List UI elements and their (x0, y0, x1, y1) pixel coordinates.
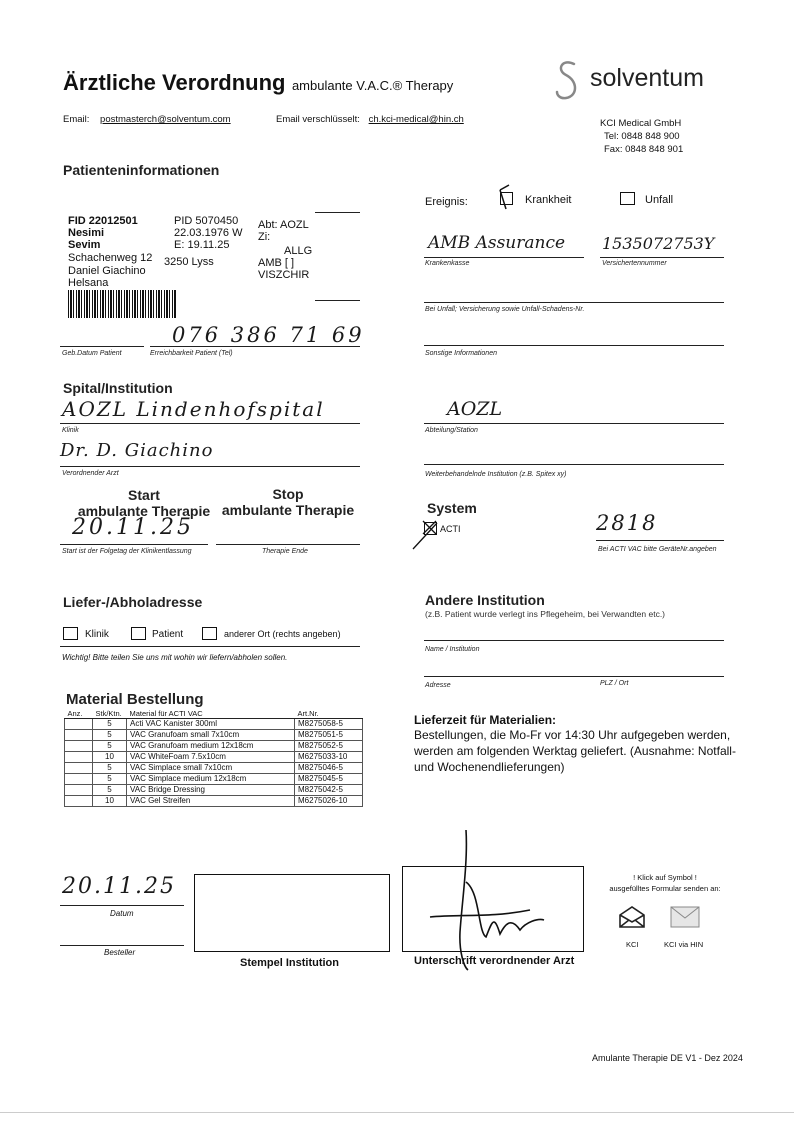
checkbox-klinik[interactable] (63, 627, 78, 640)
material-stk-cell: 5 (93, 741, 127, 752)
material-art-cell: M8275042-5 (295, 785, 363, 796)
table-row (65, 741, 363, 752)
insured-no-caption: Versichertennummer (602, 260, 667, 267)
table-row (65, 730, 363, 741)
lead-time-title: Lieferzeit für Materialien: (414, 713, 557, 727)
material-name-cell: VAC Bridge Dressing (127, 785, 295, 796)
table-row (65, 719, 363, 730)
material-art-cell: M8275045-5 (295, 774, 363, 785)
material-stk-cell: 5 (93, 774, 127, 785)
sticker-dob: 22.03.1976 W (174, 227, 243, 239)
sticker-doctor: Daniel Giachino (68, 265, 146, 277)
delivery-heading: Liefer-/Abholadresse (63, 594, 203, 610)
material-anz-cell[interactable] (65, 796, 93, 807)
col-stk: Stk/Ktn. (93, 709, 127, 719)
table-row (65, 752, 363, 763)
material-anz-cell[interactable] (65, 719, 93, 730)
send-note (600, 872, 730, 894)
other-info-caption: Sonstige Informationen (425, 350, 497, 357)
lead-time-text: Bestellungen, die Mo-Fr vor 14:30 Uhr aufgegeben werden, werden am folgenden Werktag geliefert. (Ausnahme: Notfall- und Wochenendlieferungen) (414, 728, 736, 774)
event-label: Ereignis: (425, 196, 468, 208)
material-name-cell: VAC Granufoam medium 12x18cm (127, 741, 295, 752)
checkbox-acti[interactable] (424, 522, 437, 535)
email-label: Email: (63, 114, 90, 125)
material-anz-cell[interactable] (65, 763, 93, 774)
dob-caption: Geb.Datum Patient (62, 350, 122, 357)
kci-hin-email-icon[interactable] (670, 906, 700, 928)
patient-sticker (68, 215, 328, 320)
col-art: Art.Nr. (295, 709, 363, 719)
device-note: Bei ACTI VAC bitte GeräteNr.angeben (598, 546, 717, 553)
material-stk-cell: 5 (93, 719, 127, 730)
kci-label: KCI (626, 940, 639, 949)
other-institution-sub: (z.B. Patient wurde verlegt ins Pflegeheim, bei Verwandten etc.) (425, 609, 666, 619)
kci-email-icon[interactable] (618, 905, 646, 929)
phone-value[interactable]: 076 386 71 69 (172, 323, 365, 347)
material-rows (65, 719, 363, 807)
material-art-cell: M6275026-10 (295, 796, 363, 807)
insurer-value[interactable]: AMB Assurance (428, 233, 566, 253)
opt-patient-label: Patient (152, 629, 184, 640)
sticker-insurer: Helsana (68, 277, 109, 289)
orderer-caption: Besteller (104, 948, 136, 957)
sticker-abt: Abt: AOZL (258, 219, 309, 231)
checkbox-patient[interactable] (131, 627, 146, 640)
sticker-fid: FID 22012501 (68, 215, 138, 227)
further-caption: Weiterbehandelnde Institution (z.B. Spitex xy) (425, 471, 567, 478)
table-row (65, 763, 363, 774)
material-anz-cell[interactable] (65, 730, 93, 741)
sticker-zi: Zi: (258, 231, 271, 243)
stop-heading (218, 486, 358, 518)
dept-value[interactable]: AOZL (447, 398, 503, 420)
unfall-label: Unfall (645, 194, 674, 206)
doctor-value[interactable]: Dr. D. Giachino (60, 440, 214, 461)
company-fax: Fax: 0848 848 901 (604, 144, 684, 155)
checkbox-other[interactable] (202, 627, 217, 640)
delivery-note: Wichtig! Bitte teilen Sie uns mit wohin wir liefern/abholen sollen. (62, 653, 288, 662)
sticker-entry: E: 19.11.25 (174, 239, 230, 251)
material-name-cell: Acti VAC Kanister 300ml (127, 719, 295, 730)
sticker-pid: PID 5070450 (174, 215, 239, 227)
checkbox-krankheit[interactable] (500, 192, 513, 205)
material-anz-cell[interactable] (65, 752, 93, 763)
kci-hin-label: KCI via HIN (664, 940, 704, 949)
company-block (600, 117, 683, 156)
other-institution-heading: Andere Institution (425, 592, 545, 608)
material-art-cell: M8275051-5 (295, 730, 363, 741)
date-caption: Datum (110, 909, 134, 918)
sticker-city: 3250 Lyss (164, 256, 214, 268)
email-enc-link[interactable]: ch.kci-medical@hin.ch (368, 114, 464, 125)
start-note: Start ist der Folgetag der Klinikentlassung (62, 548, 192, 555)
system-heading: System (427, 500, 477, 516)
material-name-cell: VAC WhiteFoam 7.5x10cm (127, 752, 295, 763)
col-material: Material für ACTI VAC (127, 709, 295, 719)
material-name-cell: VAC Simplace medium 12x18cm (127, 774, 295, 785)
footer-version: Amulante Therapie DE V1 - Dez 2024 (592, 1053, 743, 1063)
lead-time-block (414, 713, 744, 775)
email-link[interactable]: postmasterch@solventum.com (100, 114, 231, 125)
material-table (64, 709, 363, 807)
material-table-wrap (64, 709, 363, 807)
dept-caption: Abteilung/Station (425, 427, 478, 434)
material-name-cell: VAC Granufoam small 7x10cm (127, 730, 295, 741)
material-art-cell: M8275058-5 (295, 719, 363, 730)
stamp-box[interactable] (194, 874, 390, 952)
solventum-logo-icon (552, 58, 586, 104)
sticker-street: Schachenweg 12 (68, 252, 153, 264)
click-line2: ausgefülltes Formular senden an: (609, 884, 721, 893)
table-row (65, 785, 363, 796)
company-name: KCI Medical GmbH (600, 118, 682, 129)
sticker-dept: VISZCHIR (258, 269, 310, 281)
start-line2: ambulante Therapie (77, 503, 211, 519)
email-enc-label: Email verschlüsselt: (276, 114, 360, 125)
checkbox-unfall[interactable] (620, 192, 635, 205)
company-tel: Tel: 0848 848 900 (604, 131, 680, 142)
material-anz-cell[interactable] (65, 741, 93, 752)
click-line1: ! Klick auf Symbol ! (633, 873, 697, 882)
material-name-cell: VAC Gel Streifen (127, 796, 295, 807)
klinik-value[interactable]: AOZL Lindenhofspital (62, 397, 325, 421)
material-stk-cell: 5 (93, 785, 127, 796)
end-caption: Therapie Ende (262, 548, 308, 555)
signature-caption: Unterschrift verordnender Arzt (414, 955, 575, 967)
material-stk-cell: 5 (93, 730, 127, 741)
stamp-caption: Stempel Institution (240, 957, 339, 969)
material-heading: Material Bestellung (66, 691, 204, 708)
material-anz-cell[interactable] (65, 774, 93, 785)
stop-line1: Stop (272, 486, 304, 502)
material-stk-cell: 10 (93, 796, 127, 807)
start-line1: Start (128, 487, 160, 503)
klinik-caption: Klinik (62, 427, 79, 434)
institution-heading: Spital/Institution (63, 380, 173, 396)
doctor-caption: Verordnender Arzt (62, 470, 119, 477)
krankheit-label: Krankheit (525, 194, 572, 206)
plz-caption: PLZ / Ort (600, 680, 629, 687)
patient-barcode (68, 290, 176, 318)
form-title (63, 70, 453, 96)
accident-caption: Bei Unfall; Versicherung sowie Unfall-Schadens-Nr. (425, 306, 585, 313)
material-art-cell: M8275052-5 (295, 741, 363, 752)
phone-caption: Erreichbarkeit Patient (Tel) (150, 350, 233, 357)
page-edge (0, 1112, 794, 1113)
sticker-first-name: Sevim (68, 239, 101, 251)
start-date-value[interactable]: 20.11.25 (72, 515, 194, 540)
address-caption: Adresse (425, 682, 451, 689)
sticker-allg: ALLG (284, 245, 313, 257)
name-caption: Name / Institution (425, 646, 480, 653)
brand-name: solventum (590, 64, 704, 92)
email-row (63, 114, 231, 125)
title-main: Ärztliche Verordnung (63, 70, 286, 95)
insurer-caption: Krankenkasse (425, 260, 470, 267)
material-anz-cell[interactable] (65, 785, 93, 796)
material-stk-cell: 10 (93, 752, 127, 763)
table-row (65, 796, 363, 807)
material-art-cell: M8275046-5 (295, 763, 363, 774)
material-art-cell: M6275033-10 (295, 752, 363, 763)
doctor-signature (420, 822, 580, 972)
patient-heading: Patienteninformationen (63, 162, 220, 178)
material-name-cell: VAC Simplace small 7x10cm (127, 763, 295, 774)
sticker-last-name: Nesimi (68, 227, 105, 239)
title-sub: ambulante V.A.C.® Therapy (291, 78, 454, 93)
material-stk-cell: 5 (93, 763, 127, 774)
date-value[interactable]: 20.11.25 (62, 874, 176, 899)
opt-other-label: anderer Ort (rechts angeben) (224, 629, 341, 639)
insured-no-value[interactable]: 1535072753Y (602, 234, 715, 253)
sticker-amb: AMB [ ] (258, 257, 295, 269)
col-anz: Anz. (65, 709, 93, 719)
table-row (65, 774, 363, 785)
email-enc-row (276, 114, 464, 125)
stop-line2: ambulante Therapie (221, 502, 355, 518)
acti-label: ACTI (440, 524, 461, 534)
device-no-value[interactable]: 2818 (596, 511, 658, 535)
opt-klinik-label: Klinik (85, 629, 109, 640)
